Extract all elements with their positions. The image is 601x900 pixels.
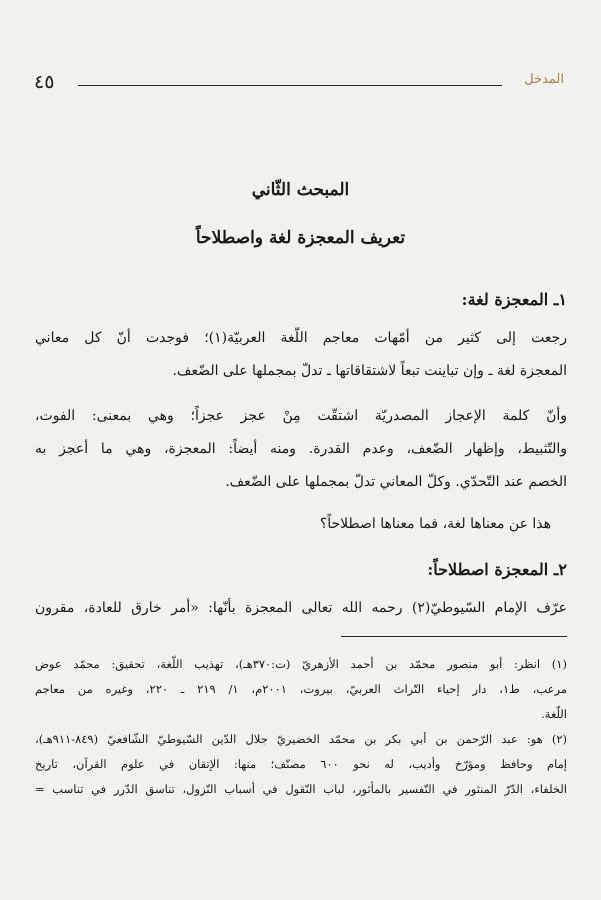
text-line: الخصم عند التّحدّي. وكلّ المعاني تدلّ بمجملها على الضّعف. (225, 474, 567, 490)
paragraph-ijaz-meaning (35, 400, 567, 499)
text-line: رجعت إلى كثير من أمّهات معاجم اللّغة العربيّة(١)؛ فوجدت أنّ كل معاني (35, 330, 568, 346)
page-number: ٤٥ (34, 71, 55, 93)
footnote-line: (١) انظر: أبو منصور محمّد بن أحمد الأزهريّ (ت:٣٧٠هـ)، تهذيب اللّغة، تحقيق: محمّد عوض (35, 657, 567, 671)
paragraph-transition-question (19, 508, 551, 541)
footnote-line: اللّغة. (541, 707, 567, 721)
running-section-name: المدخل (524, 72, 564, 87)
heading-technical-definition: ٢ـ المعجزة اصطلاحاً: (427, 560, 567, 579)
chapter-subtitle: تعريف المعجزة لغة واصطلاحاً (195, 228, 406, 248)
footnote-line: مرعب، ط١، دار إحياء التّراث العربيّ، بيروت، ٢٠٠١م، ١/ ٢١٩ ـ ٢٢٠، وغيره من معاجم (35, 682, 567, 696)
section-title: المبحث الثّاني (251, 180, 350, 200)
footnote-line: (٢) هو: عبد الرّحمن بن أبي بكر بن محمّد الخضيريّ جلال الدّين السّيوطيّ الشّافعيّ (٨٤٩-٩١١هـ)، (35, 732, 567, 746)
text-line: المعجزة لغة ـ وإن تباينت تبعاً لاشتقاقاتها ـ تدلّ بمجملها على الضّعف. (172, 363, 567, 379)
footnotes (35, 652, 567, 802)
footnote-separator (341, 636, 567, 637)
text-line: وأنّ كلمة الإعجاز المصدريّة اشتقّت مِنْ عجز عجزاً؛ وهي بمعنى: الفوت، (35, 408, 567, 424)
footnote-line: الخلفاء، الدّرّ المنثور في التّفسير بالمأثور، لباب النّقول في أسباب النّزول، تناسق الدّرر في تناسب = (35, 782, 567, 796)
text-line: عرّف الإمام السّيوطيّ(٢) رحمه الله تعالى المعجزة بأنّها: «أمر خارق للعادة، مقرون (35, 600, 567, 616)
text-line: والتّثبيط، وإظهار الضّعف، وعدم القدرة. ومنه أيضاً: المعجزة، وهي ما أعجز به (35, 441, 567, 457)
header-rule (78, 85, 502, 86)
heading-linguistic-definition: ١ـ المعجزة لغة: (461, 290, 567, 309)
text-line: هذا عن معناها لغة، فما معناها اصطلاحاً؟ (319, 516, 551, 532)
running-header (34, 70, 564, 94)
paragraph-dictionaries (35, 322, 567, 388)
footnote-line: إمام وحافظ ومؤرّخ وأديب، له نحو ٦٠٠ مصنّف؛ منها: الإتقان في علوم القرآن، تاريخ (35, 757, 567, 771)
paragraph-suyuti-definition (35, 592, 567, 625)
